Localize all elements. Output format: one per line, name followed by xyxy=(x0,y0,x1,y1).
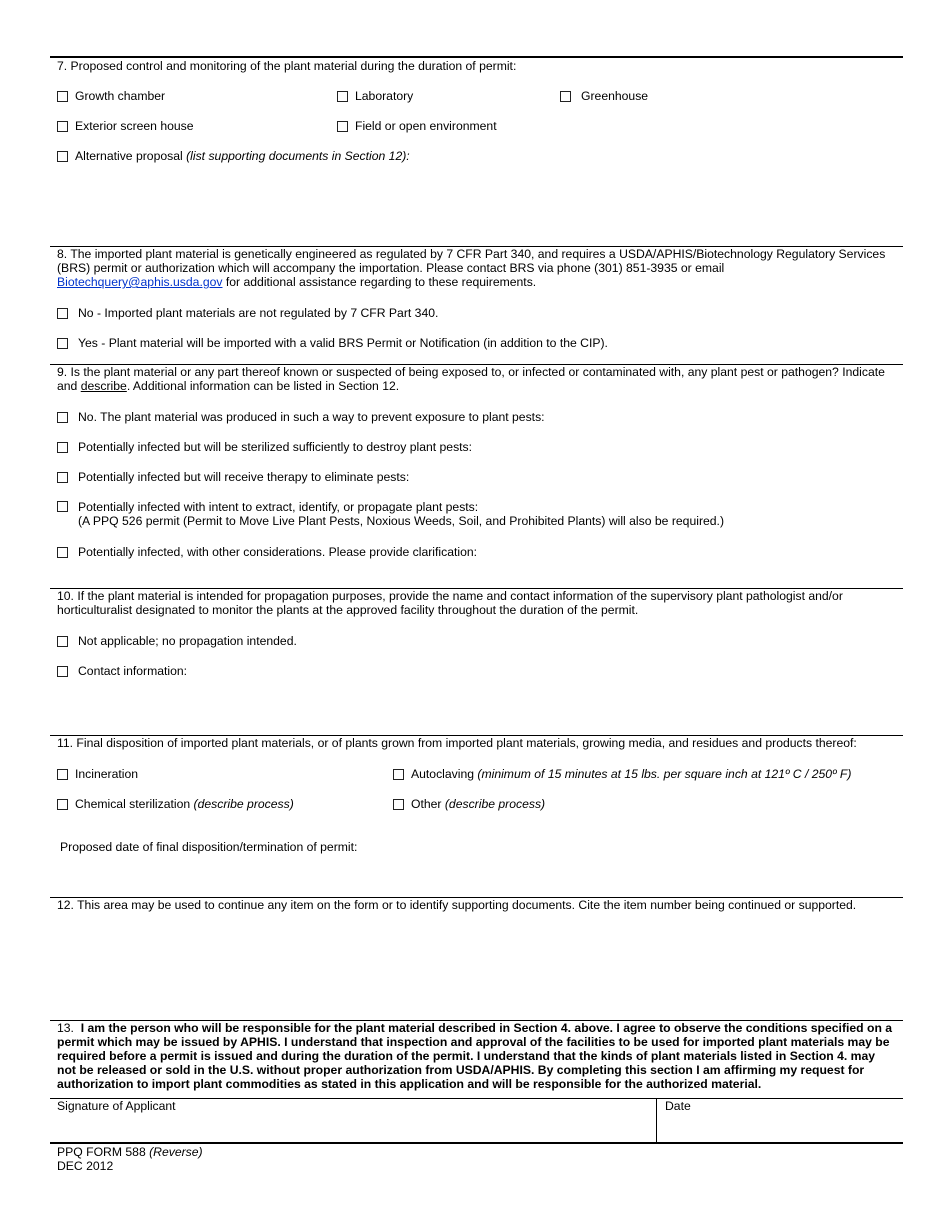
greenhouse-label: Greenhouse xyxy=(581,89,649,103)
s10-contact-option[interactable] xyxy=(57,664,187,678)
s8-yes-label: Yes - Plant material will be imported with a valid BRS Permit or Notification (in addition to the CIP). xyxy=(78,336,608,350)
s10-contact-label: Contact information: xyxy=(78,664,188,678)
s9-option-3-checkbox[interactable] xyxy=(57,472,68,483)
s8-no-checkbox[interactable] xyxy=(57,308,68,319)
laboratory-option[interactable] xyxy=(337,89,413,103)
autoclaving-note: (minimum of 15 minutes at 15 lbs. per square inch at 121º C / 250º F) xyxy=(477,767,852,781)
section-8-text xyxy=(57,247,887,289)
greenhouse-option[interactable] xyxy=(560,89,648,103)
chemical-sterilization-label: Chemical sterilization xyxy=(75,797,194,811)
alternative-proposal-option[interactable] xyxy=(57,149,410,163)
exterior-screen-house-option[interactable] xyxy=(57,119,194,133)
incineration-option[interactable] xyxy=(57,767,138,781)
exterior-screen-house-label: Exterior screen house xyxy=(75,119,194,133)
section-13-affirmation: I am the person who will be responsible for the plant material described in Section 4. above. I agree to observe the conditions specified on a permit which may be issued by APHIS. I understand that inspection and approval of the facilities to be used for imported plant materials may be required before a permit is issued and during the duration of the permit. I understand that the kinds of plant materials listed in Section 4. may not be released or sold in the U.S. without proper authorization from USDA/APHIS. By completing this section I am affirming my request for authorization to import plant commodities as stated in this application and will be responsible for the authorized material. xyxy=(57,1021,893,1091)
section-8-text-a: 8. The imported plant material is genetically engineered as regulated by 7 CFR Part 340, and requires a USDA/APHIS/Biotechnology Regulatory Services (BRS) permit or authorization which will accompany the importation. Please contact BRS via phone (301) 851-3935 or email xyxy=(57,247,886,275)
brs-email-link[interactable]: Biotechquery@aphis.usda.gov xyxy=(57,275,223,289)
greenhouse-checkbox[interactable] xyxy=(560,91,571,102)
section-9-text-a: 9. Is the plant material or any part thereof known or suspected of being exposed to, or infected or contaminated with, any plant pest or pathogen? Indicate and xyxy=(57,365,885,393)
form-number xyxy=(57,1145,203,1159)
section-12-text: 12. This area may be used to continue any item on the form or to identify supporting documents. Cite the item number being continued or supported. xyxy=(57,898,857,912)
signature-top-rule xyxy=(50,1098,903,1099)
signature-field[interactable] xyxy=(50,1113,655,1141)
section-11-title: 11. Final disposition of imported plant materials, or of plants grown from imported plant materials, growing media, and residues and products thereof: xyxy=(57,736,857,750)
s8-yes-option[interactable] xyxy=(57,336,608,350)
top-rule xyxy=(50,56,903,58)
incineration-label: Incineration xyxy=(75,767,139,781)
exterior-screen-house-checkbox[interactable] xyxy=(57,121,68,132)
s10-contact-checkbox[interactable] xyxy=(57,666,68,677)
chemical-sterilization-checkbox[interactable] xyxy=(57,799,68,810)
s9-option-4-checkbox[interactable] xyxy=(57,501,68,512)
growth-chamber-option[interactable] xyxy=(57,89,165,103)
field-open-label: Field or open environment xyxy=(355,119,497,133)
date-field[interactable] xyxy=(657,1113,902,1141)
s10-not-applicable-label: Not applicable; no propagation intended. xyxy=(78,634,297,648)
other-disposition-checkbox[interactable] xyxy=(393,799,404,810)
section-13-text xyxy=(57,1021,893,1091)
autoclaving-checkbox[interactable] xyxy=(393,769,404,780)
form-date: DEC 2012 xyxy=(57,1159,114,1173)
form-number-note: (Reverse) xyxy=(149,1145,203,1159)
s9-option-2-label: Potentially infected but will be sterilized sufficiently to destroy plant pests: xyxy=(78,440,473,454)
s9-option-1[interactable] xyxy=(57,410,545,424)
other-disposition-option[interactable] xyxy=(393,797,545,811)
s9-option-4-label: Potentially infected with intent to extract, identify, or propagate plant pests: xyxy=(78,500,479,514)
field-open-checkbox[interactable] xyxy=(337,121,348,132)
section-9-text-b: . Additional information can be listed in Section 12. xyxy=(126,379,400,393)
growth-chamber-checkbox[interactable] xyxy=(57,91,68,102)
section-13-number: 13. xyxy=(57,1021,81,1035)
s9-option-2[interactable] xyxy=(57,440,472,454)
laboratory-checkbox[interactable] xyxy=(337,91,348,102)
section-9-describe: describe xyxy=(80,379,127,393)
alternative-proposal-note: (list supporting documents in Section 12): xyxy=(186,149,410,163)
signature-label: Signature of Applicant xyxy=(57,1099,176,1113)
s8-yes-checkbox[interactable] xyxy=(57,338,68,349)
s9-option-4-note: (A PPQ 526 permit (Permit to Move Live Plant Pests, Noxious Weeds, Soil, and Prohibited Plants) will also be required.) xyxy=(78,514,725,528)
autoclaving-option[interactable] xyxy=(393,767,851,781)
s9-option-1-label: No. The plant material was produced in such a way to prevent exposure to plant pests: xyxy=(78,410,545,424)
section-10-text: 10. If the plant material is intended for propagation purposes, provide the name and contact information of the supervisory plant pathologist and/or horticulturalist designated to monitor the plants at the approved facility throughout the duration of the permit. xyxy=(57,589,843,617)
field-open-option[interactable] xyxy=(337,119,497,133)
proposed-date-label: Proposed date of final disposition/termination of permit: xyxy=(60,840,358,854)
bottom-rule xyxy=(50,1142,903,1144)
alternative-proposal-checkbox[interactable] xyxy=(57,151,68,162)
s9-option-5[interactable] xyxy=(57,545,477,559)
s9-option-4[interactable] xyxy=(57,500,724,528)
s9-option-3-label: Potentially infected but will receive therapy to eliminate pests: xyxy=(78,470,410,484)
s9-option-3[interactable] xyxy=(57,470,409,484)
s9-option-1-checkbox[interactable] xyxy=(57,412,68,423)
autoclaving-label: Autoclaving xyxy=(411,767,478,781)
date-label: Date xyxy=(665,1099,691,1113)
s9-option-5-checkbox[interactable] xyxy=(57,547,68,558)
growth-chamber-label: Growth chamber xyxy=(75,89,166,103)
laboratory-label: Laboratory xyxy=(355,89,414,103)
s9-option-5-label: Potentially infected, with other considerations. Please provide clarification: xyxy=(78,545,478,559)
s9-option-2-checkbox[interactable] xyxy=(57,442,68,453)
s10-not-applicable-option[interactable] xyxy=(57,634,297,648)
form-number-label: PPQ FORM 588 xyxy=(57,1145,150,1159)
other-disposition-label: Other xyxy=(411,797,445,811)
alternative-proposal-label: Alternative proposal xyxy=(75,149,187,163)
s8-no-option[interactable] xyxy=(57,306,438,320)
chemical-sterilization-option[interactable] xyxy=(57,797,294,811)
incineration-checkbox[interactable] xyxy=(57,769,68,780)
s9-option-4-text xyxy=(78,500,724,528)
s10-not-applicable-checkbox[interactable] xyxy=(57,636,68,647)
section-8-text-b: for additional assistance regarding to these requirements. xyxy=(222,275,537,289)
chemical-sterilization-note: (describe process) xyxy=(193,797,294,811)
s8-no-label: No - Imported plant materials are not regulated by 7 CFR Part 340. xyxy=(78,306,439,320)
other-disposition-note: (describe process) xyxy=(444,797,546,811)
section-9-text xyxy=(57,365,887,393)
section-7-title: 7. Proposed control and monitoring of the plant material during the duration of permit: xyxy=(57,59,517,73)
